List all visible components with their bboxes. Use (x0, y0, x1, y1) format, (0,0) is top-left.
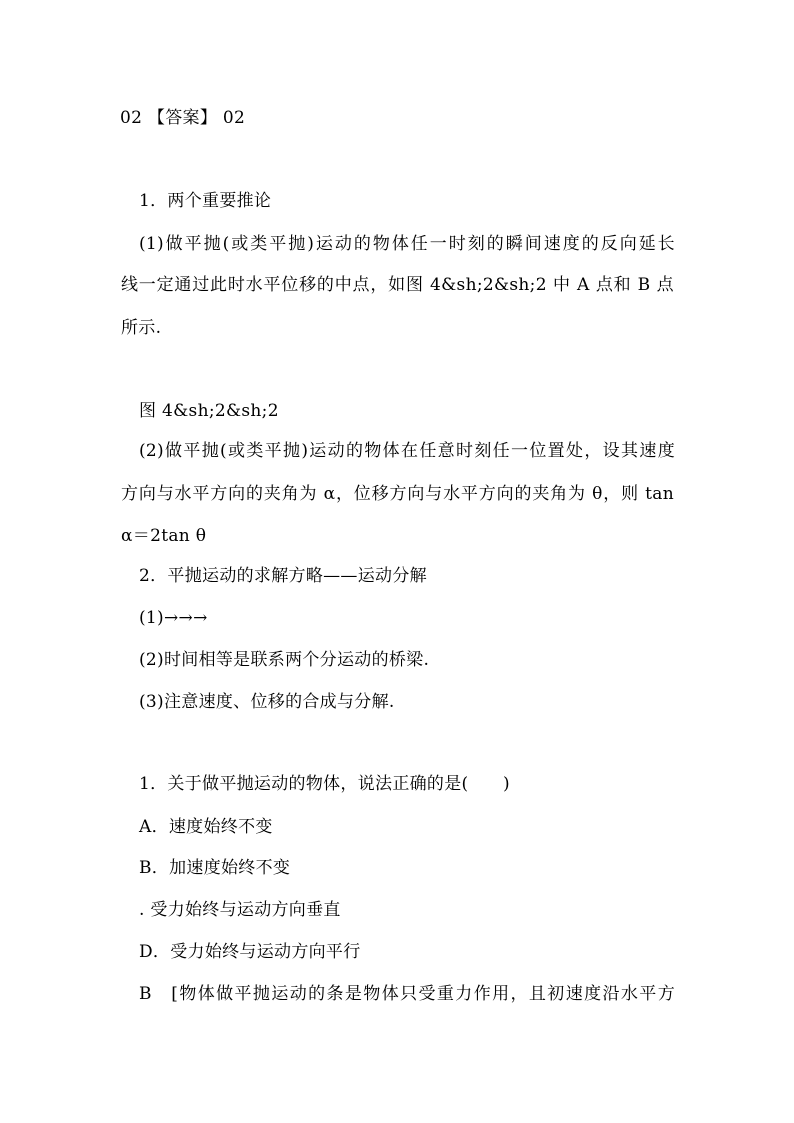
section1-paragraph2-line1: (2)做平抛(或类平抛)运动的物体在任意时刻任一位置处，设其速度 (139, 441, 675, 461)
section2-item1: (1)→→→ (139, 608, 208, 628)
option-b: B．加速度始终不变 (139, 858, 291, 878)
figure-caption: 图 4&sh;2&sh;2 (139, 401, 279, 421)
option-c: . 受力始终与运动方向垂直 (139, 900, 341, 920)
header-line: 02 【答案】 02 (120, 108, 246, 128)
section1-paragraph1-line2: 线一定通过此时水平位移的中点，如图 4&sh;2&sh;2 中 A 点和 B 点 (121, 275, 674, 295)
option-a: A．速度始终不变 (139, 817, 273, 837)
section1-paragraph2-line3: α＝2tan θ (121, 526, 207, 546)
section2-title: 2．平抛运动的求解方略——运动分解 (139, 566, 427, 586)
section2-item2: (2)时间相等是联系两个分运动的桥梁. (139, 650, 430, 670)
section1-paragraph2-line2: 方向与水平方向的夹角为 α，位移方向与水平方向的夹角为 θ，则 tan (121, 484, 674, 504)
section2-item3: (3)注意速度、位移的合成与分解. (139, 692, 395, 712)
section1-paragraph1-line3: 所示. (121, 318, 162, 338)
section1-paragraph1-line1: (1)做平抛(或类平抛)运动的物体任一时刻的瞬间速度的反向延长 (139, 234, 675, 254)
question-stem: 1．关于做平抛运动的物体，说法正确的是( ) (139, 774, 510, 794)
section1-title: 1．两个重要推论 (139, 191, 272, 211)
option-d: D．受力始终与运动方向平行 (139, 942, 361, 962)
answer-explanation: B [物体做平抛运动的条是物体只受重力作用，且初速度沿水平方 (139, 984, 675, 1004)
